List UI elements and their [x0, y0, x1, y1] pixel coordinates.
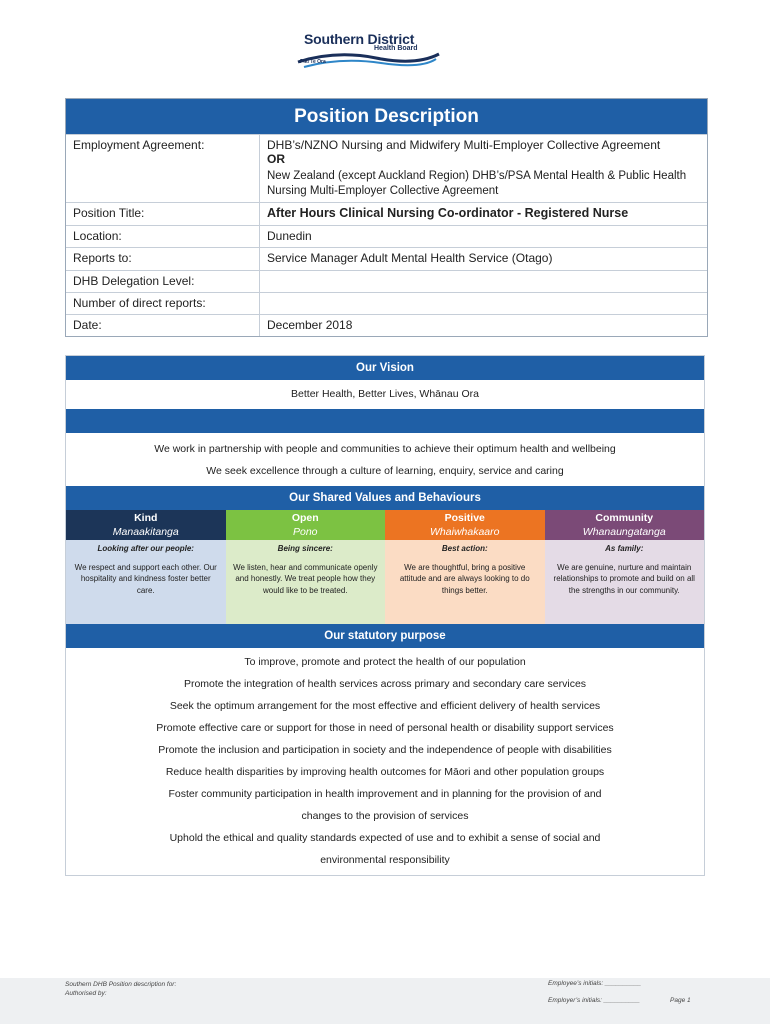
values-heading: Our Shared Values and Behaviours	[66, 486, 704, 510]
table-row	[66, 314, 707, 336]
reports-to-value: Service Manager Adult Mental Health Service (Otago)	[267, 251, 553, 265]
statutory-line: Reduce health disparities by improving health outcomes for Māori and other population groups	[165, 766, 605, 778]
table-row	[66, 134, 707, 202]
statutory-line: changes to the provision of services	[301, 810, 469, 822]
statutory-list	[66, 648, 704, 875]
footer-employee-initials: Employee’s initials: __________	[548, 980, 642, 987]
position-title-value: After Hours Clinical Nursing Co-ordinator - Registered Nurse	[267, 206, 629, 220]
employment-agreement-2: New Zealand (except Auckland Region) DHB’s/PSA Mental Health & Public Health Nursing Multi-Employer Collective Agreement	[267, 170, 687, 197]
mission-bar	[66, 409, 704, 433]
logo-subtitle: Health Board	[374, 45, 418, 52]
value-kind	[66, 510, 226, 624]
sdhb-logo	[296, 30, 441, 75]
values-grid	[66, 510, 704, 624]
page-footer	[0, 978, 770, 1024]
statutory-line: environmental responsibility	[320, 854, 450, 866]
row-label: DHB Delegation Level:	[66, 271, 260, 292]
table-row	[66, 292, 707, 314]
vision-section	[65, 355, 705, 876]
logo-title: Southern District	[304, 31, 415, 47]
value-title: As family:	[605, 544, 644, 553]
row-label: Reports to:	[66, 248, 260, 270]
position-description-table	[65, 98, 708, 337]
date-value: December 2018	[267, 318, 353, 332]
statutory-line: Foster community participation in health improvement and in planning for the provision of and	[168, 788, 602, 800]
value-name: Community	[595, 512, 654, 524]
value-name: Open	[291, 512, 319, 524]
footer-authorised-by: Authorised by:	[65, 990, 107, 997]
value-maori: Whaiwhakaaro	[430, 526, 500, 538]
value-text: We listen, hear and communicate openly and honestly. We treat people how they would like to be treated.	[233, 562, 378, 595]
value-maori: Manaakitanga	[112, 526, 179, 538]
value-title: Best action:	[441, 544, 488, 553]
footer-employer-initials: Employer’s initials: __________	[548, 997, 640, 1004]
direct-reports-value	[260, 293, 707, 314]
value-name: Kind	[134, 512, 158, 524]
statutory-heading: Our statutory purpose	[66, 624, 704, 648]
value-text: We are genuine, nurture and maintain relationships to promote and build on all the strengths in our community.	[553, 562, 695, 595]
value-title: Looking after our people:	[97, 544, 194, 553]
location-value: Dunedin	[267, 229, 312, 243]
row-label: Location:	[66, 226, 260, 247]
footer-position-description: Southern DHB Position description for:	[65, 981, 177, 988]
value-title: Being sincere:	[277, 544, 333, 553]
value-open	[226, 510, 386, 624]
table-row	[66, 202, 707, 225]
employment-agreement-1: DHB’s/NZNO Nursing and Midwifery Multi-Employer Collective Agreement	[267, 138, 661, 152]
table-row	[66, 225, 707, 247]
statutory-line: Promote effective care or support for those in need of personal health or disability support services	[156, 722, 614, 734]
logo-tagline: Piki Te Ora	[300, 59, 326, 65]
value-text: We respect and support each other. Our hospitality and kindness foster better care.	[74, 562, 217, 595]
value-name: Positive	[444, 512, 485, 524]
row-label: Position Title:	[66, 203, 260, 225]
vision-heading: Our Vision	[66, 356, 704, 380]
value-positive	[385, 510, 545, 624]
statutory-line: Seek the optimum arrangement for the most effective and efficient delivery of health services	[169, 700, 601, 712]
page-title: Position Description	[66, 99, 707, 134]
mission-line: We work in partnership with people and communities to achieve their optimum health and wellbeing	[154, 443, 616, 455]
statutory-line: To improve, promote and protect the health of our population	[244, 656, 526, 668]
value-maori: Pono	[292, 526, 318, 538]
table-row	[66, 270, 707, 292]
table-row	[66, 247, 707, 270]
statutory-line: Uphold the ethical and quality standards expected of use and to exhibit a sense of social and	[169, 832, 601, 844]
footer-page-number: Page 1	[670, 997, 691, 1004]
value-text: We are thoughtful, bring a positive attitude and are always looking to do things better.	[399, 562, 530, 595]
row-label: Employment Agreement:	[66, 135, 260, 202]
mission-block	[66, 433, 704, 486]
employment-agreement-or: OR	[267, 152, 285, 166]
value-community	[545, 510, 705, 624]
vision-text: Better Health, Better Lives, Whānau Ora	[291, 388, 479, 400]
statutory-line: Promote the integration of health services across primary and secondary care services	[183, 678, 587, 690]
row-label: Number of direct reports:	[66, 293, 260, 314]
row-label: Date:	[66, 315, 260, 336]
delegation-level-value	[260, 271, 707, 292]
value-maori: Whanaungatanga	[582, 526, 666, 538]
statutory-line: Promote the inclusion and participation in society and the independence of people with disabilities	[158, 744, 612, 756]
mission-line: We seek excellence through a culture of learning, enquiry, service and caring	[206, 465, 564, 477]
